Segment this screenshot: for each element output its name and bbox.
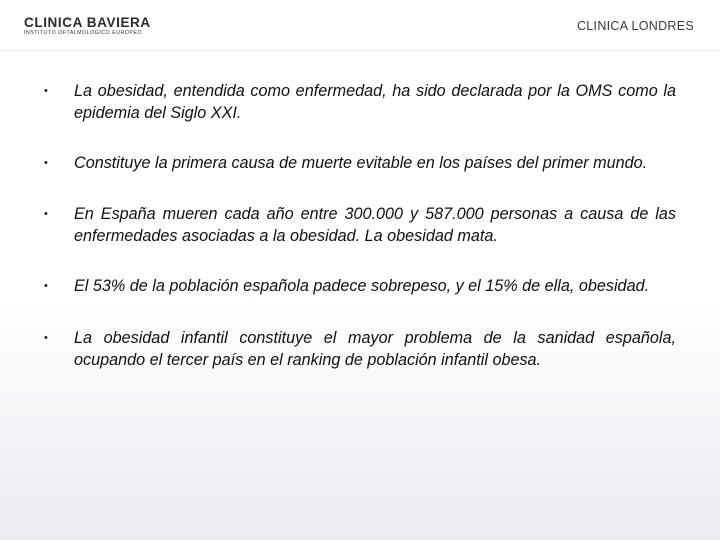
bullet-marker: •	[44, 332, 48, 344]
header-divider	[0, 50, 720, 51]
bullet-item	[44, 203, 676, 247]
bullet-text: La obesidad infantil constituye el mayor problema de la sanidad española, ocupando el tercer país en el ranking de población infantil obesa.	[74, 329, 676, 369]
bullet-text: Constituye la primera causa de muerte evitable en los países del primer mundo.	[74, 154, 648, 172]
bullet-item	[44, 327, 676, 371]
bullet-marker: •	[44, 85, 48, 97]
bullet-text: El 53% de la población española padece sobrepeso, y el 15% de ella, obesidad.	[74, 277, 650, 295]
bullet-marker: •	[44, 157, 48, 169]
bullet-marker: •	[44, 280, 48, 292]
bullet-item	[44, 275, 676, 297]
bullet-item	[44, 80, 676, 124]
bullet-item	[44, 152, 676, 174]
bullet-text: En España mueren cada año entre 300.000 y 587.000 personas a causa de las enfermedades asociadas a la obesidad. La obesidad mata.	[74, 205, 676, 245]
left-brand-name: CLINICA BAVIERA	[24, 15, 151, 30]
left-brand-tagline: INSTITUTO OFTALMOLOGICO EUROPEO	[24, 30, 143, 36]
bullet-text: La obesidad, entendida como enfermedad, ha sido declarada por la OMS como la epidemia del Siglo XXI.	[74, 82, 676, 122]
slide-header	[0, 0, 720, 52]
clinica-baviera-logo	[24, 16, 151, 37]
bullet-list	[44, 80, 676, 371]
clinica-londres-logo: CLINICA LONDRES	[576, 19, 694, 33]
bullet-marker: •	[44, 208, 48, 220]
